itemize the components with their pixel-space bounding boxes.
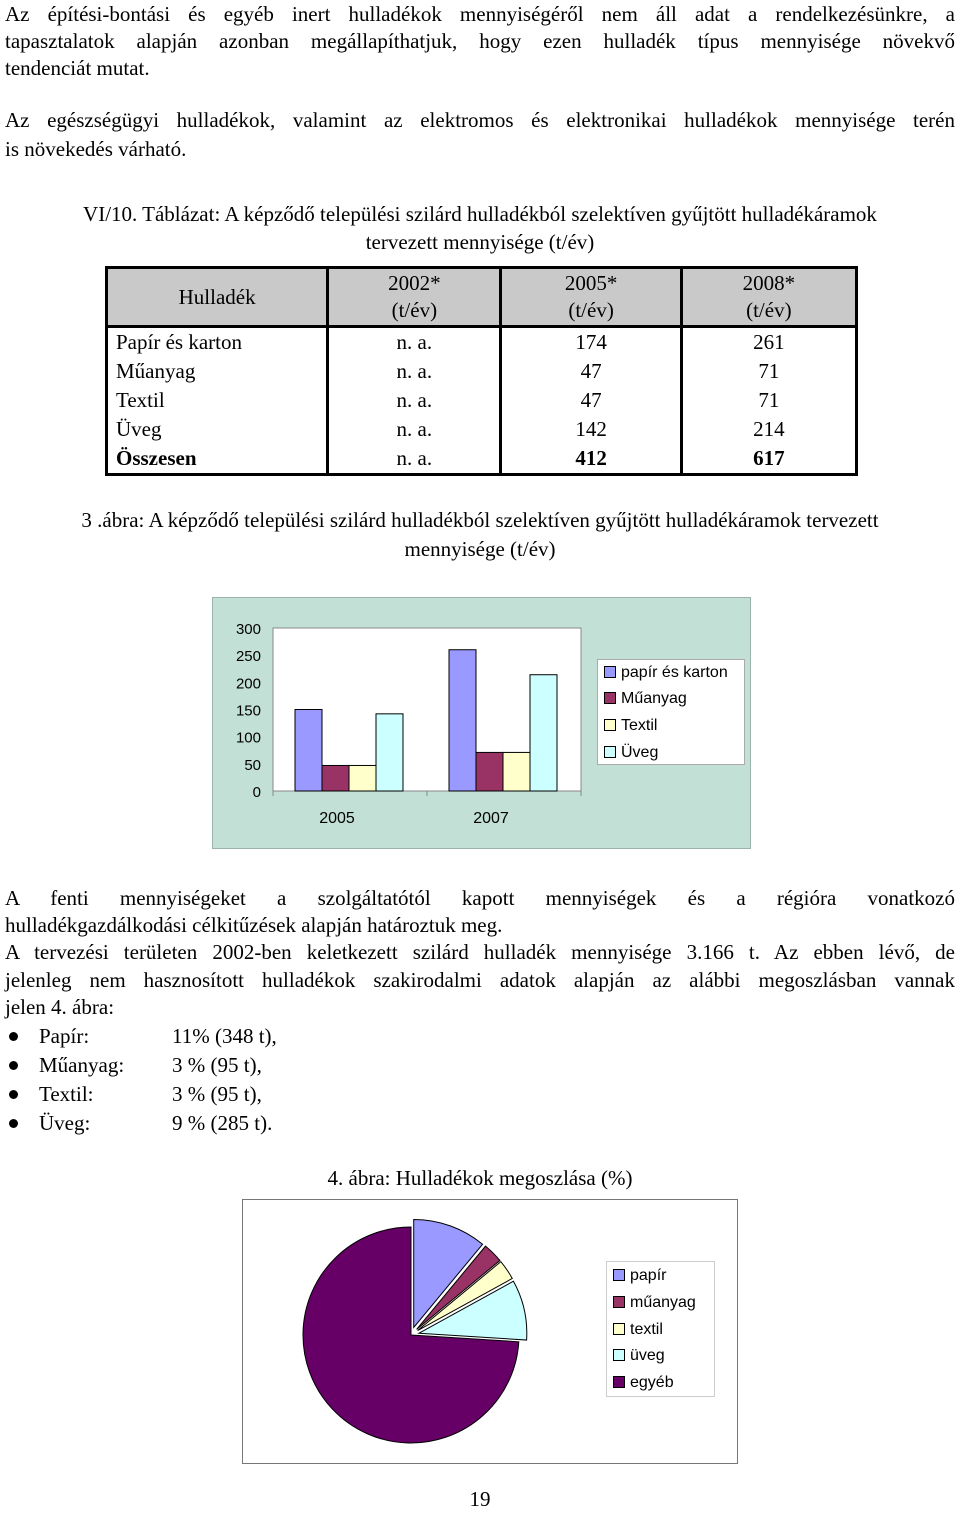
table-cell: 142 — [501, 415, 681, 444]
table-cell: Összesen — [107, 444, 328, 475]
table-caption: tervezett mennyisége (t/év) — [365, 230, 595, 254]
x-tick-label: 2005 — [319, 810, 355, 827]
table-row — [107, 327, 857, 358]
paragraph-line: Az építési-bontási és egyéb inert hulladékok mennyiségéről nem áll adat a rendelkezésünkre, a — [5, 2, 955, 26]
table-cell: n. a. — [328, 327, 501, 358]
y-tick-label: 250 — [235, 648, 261, 666]
legend-swatch — [613, 1269, 625, 1281]
legend-item: Műanyag — [604, 689, 687, 709]
legend-item: műanyag — [613, 1293, 696, 1313]
waste-share-list — [5, 1022, 277, 1138]
y-tick-label: 50 — [244, 756, 261, 774]
bullet-icon — [9, 1032, 18, 1041]
bar — [322, 765, 349, 791]
table-total-row — [107, 444, 857, 475]
figure-caption: 3 .ábra: A képződő települési szilárd hulladékból szelektíven gyűjtött hulladékáramok tervezett — [81, 508, 879, 532]
table-row — [107, 357, 857, 386]
bullet-icon — [9, 1119, 18, 1128]
legend-swatch — [613, 1376, 625, 1388]
page-number: 19 — [469, 1487, 491, 1511]
table-cell: 47 — [501, 357, 681, 386]
legend-item: Textil — [604, 716, 657, 736]
table-cell: 412 — [501, 444, 681, 475]
table-cell: n. a. — [328, 386, 501, 415]
legend-swatch — [613, 1349, 625, 1361]
bar — [530, 675, 557, 791]
figure-caption: mennyisége (t/év) — [404, 537, 556, 561]
legend-item: egyéb — [613, 1373, 674, 1393]
paragraph-line: Az egészségügyi hulladékok, valamint az elektromos és elektronikai hulladékok mennyisége terén — [5, 108, 955, 132]
legend-swatch — [613, 1323, 625, 1335]
y-tick-label: 150 — [235, 702, 261, 720]
bar — [376, 714, 403, 791]
pie-chart-legend — [606, 1261, 715, 1397]
bar — [503, 752, 530, 791]
table-cell: 174 — [501, 327, 681, 358]
paragraph-line: tapasztalatok alapján azonban megállapíthatjuk, hogy ezen hulladék típus mennyisége növekvő — [5, 29, 955, 53]
table-cell: Műanyag — [107, 357, 328, 386]
list-item: Papír: 11% (348 t), — [5, 1022, 277, 1051]
paragraph-line: jelen 4. ábra: — [5, 995, 115, 1019]
bar — [295, 710, 322, 792]
header-cell: Hulladék — [107, 268, 328, 327]
legend-item: üveg — [613, 1346, 665, 1366]
waste-table — [105, 266, 858, 476]
table-cell: Üveg — [107, 415, 328, 444]
table-cell: Papír és karton — [107, 327, 328, 358]
table-cell: n. a. — [328, 357, 501, 386]
paragraph-line: A fenti mennyiségeket a szolgáltatótól kapott mennyiségek és a régióra vonatkozó — [5, 886, 955, 910]
paragraph-line: tendenciát mutat. — [5, 56, 150, 80]
legend-swatch — [604, 719, 616, 731]
list-item: Műanyag: 3 % (95 t), — [5, 1051, 277, 1080]
legend-swatch — [604, 692, 616, 704]
table-cell: 617 — [681, 444, 856, 475]
bar — [449, 650, 476, 791]
header-cell: 2005* (t/év) — [501, 268, 681, 327]
y-tick-label: 0 — [252, 784, 261, 801]
legend-item: papír és karton — [604, 663, 728, 683]
table-cell: 71 — [681, 357, 856, 386]
bar-chart — [212, 597, 751, 849]
list-item: Üveg: 9 % (285 t). — [5, 1109, 277, 1138]
x-tick-label: 2007 — [473, 810, 509, 827]
legend-swatch — [604, 666, 616, 678]
header-cell: 2008* (t/év) — [681, 268, 856, 327]
legend-item: papír — [613, 1266, 666, 1286]
bar — [476, 752, 503, 791]
pie-chart — [242, 1199, 738, 1464]
y-tick-label: 200 — [235, 675, 261, 693]
table-row — [107, 415, 857, 444]
legend-swatch — [604, 746, 616, 758]
figure-caption: 4. ábra: Hulladékok megoszlása (%) — [327, 1166, 633, 1190]
paragraph-line: A tervezési területen 2002-ben keletkezett szilárd hulladék mennyisége 3.166 t. Az ebben lévő, de — [5, 940, 955, 964]
y-tick-label: 100 — [235, 729, 261, 747]
table-header-row — [107, 268, 857, 327]
bar — [349, 765, 376, 791]
bullet-icon — [9, 1090, 18, 1099]
table-cell: 47 — [501, 386, 681, 415]
header-cell: 2002* (t/év) — [328, 268, 501, 327]
table-cell: 214 — [681, 415, 856, 444]
table-caption: VI/10. Táblázat: A képződő települési szilárd hulladékból szelektíven gyűjtött hulladékáramok — [83, 202, 877, 226]
list-item: Textil: 3 % (95 t), — [5, 1080, 277, 1109]
y-tick-label: 300 — [235, 621, 261, 638]
legend-swatch — [613, 1296, 625, 1308]
table-cell: n. a. — [328, 415, 501, 444]
table-row — [107, 386, 857, 415]
paragraph-line: jelenleg nem hasznosított hulladékok szakirodalmi adatok alapján az alábbi megoszlásban vannak — [5, 968, 955, 992]
table-cell: Textil — [107, 386, 328, 415]
bar-chart-legend — [597, 659, 745, 765]
legend-item: Üveg — [604, 743, 658, 763]
table-cell: 261 — [681, 327, 856, 358]
paragraph-line: hulladékgazdálkodási célkitűzések alapján határoztuk meg. — [5, 913, 503, 937]
bullet-icon — [9, 1061, 18, 1070]
legend-item: textil — [613, 1320, 663, 1340]
table-cell: n. a. — [328, 444, 501, 475]
table-cell: 71 — [681, 386, 856, 415]
paragraph-line: is növekedés várható. — [5, 137, 187, 161]
